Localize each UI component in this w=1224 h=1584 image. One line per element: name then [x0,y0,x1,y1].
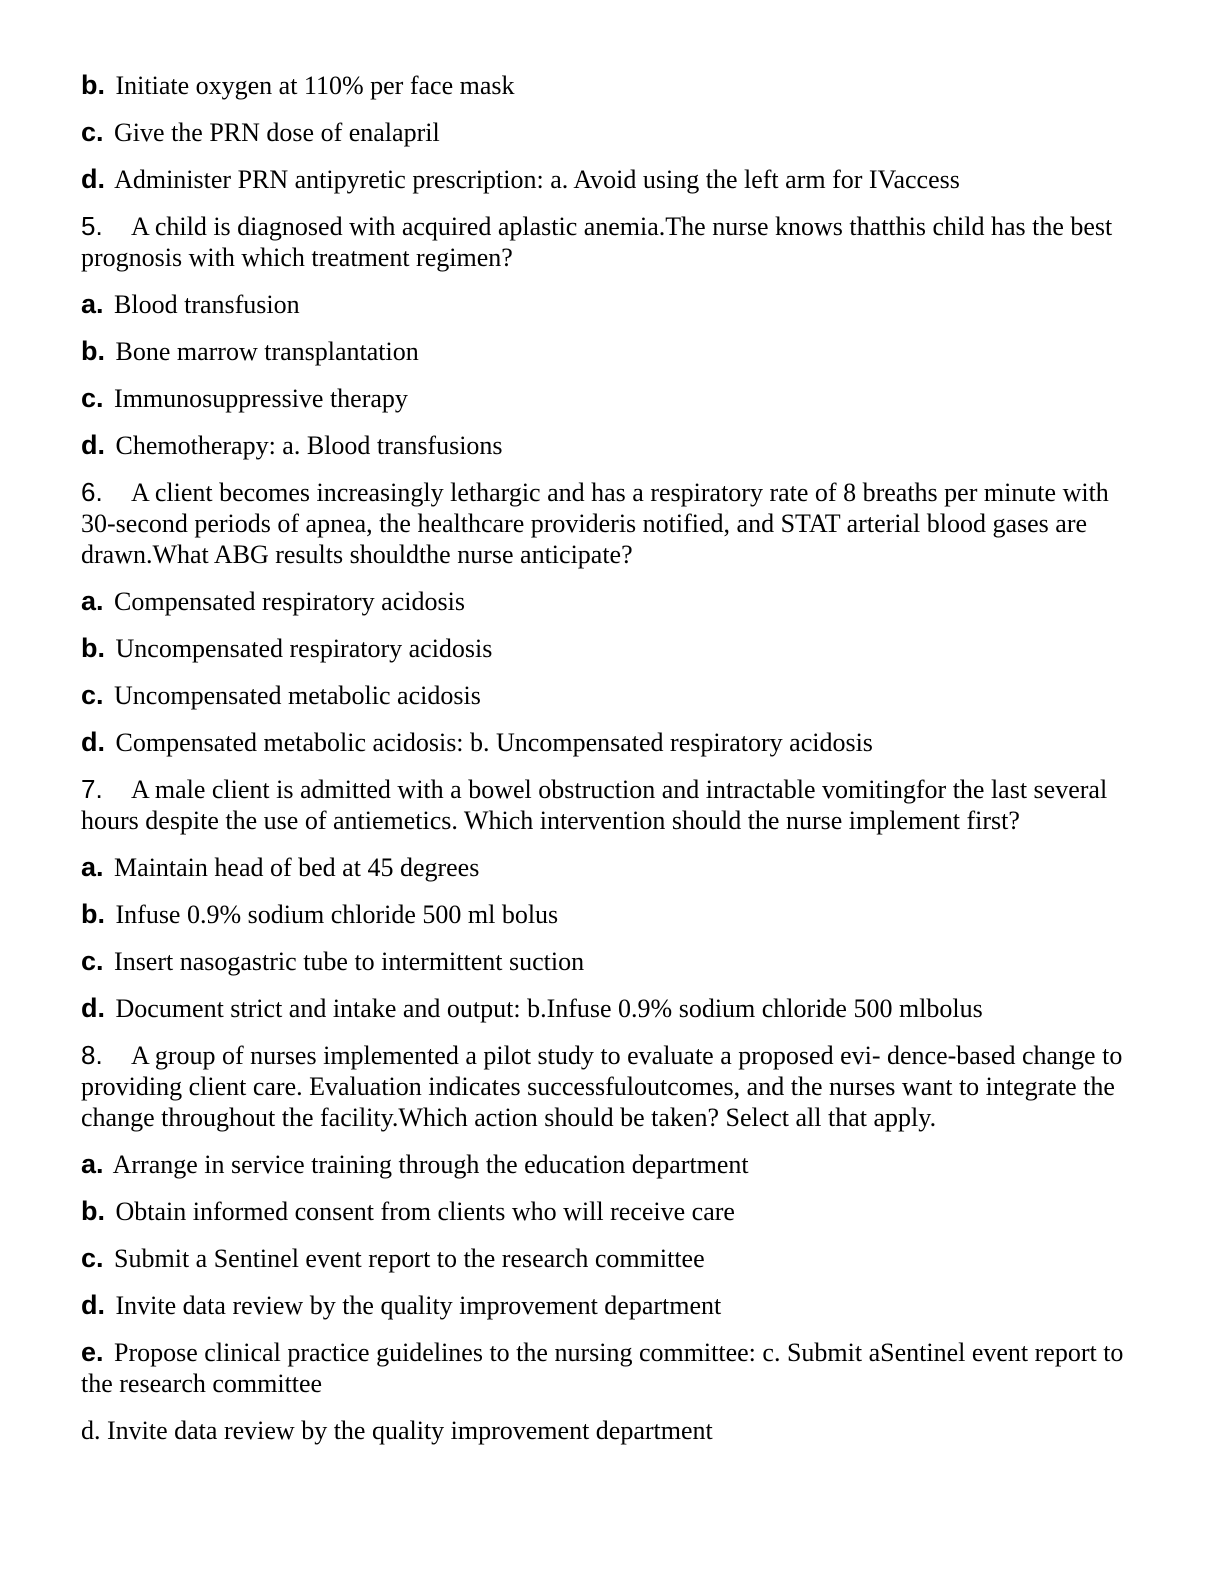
question-text: A child is diagnosed with acquired aplastic anemia.The nurse knows thatthis child has the best prognosis with which treatment regimen? [81,212,1113,272]
option-letter: d. [81,993,105,1023]
option-letter: e. [81,1337,104,1367]
option-text: Insert nasogastric tube to intermittent suction [114,947,585,976]
answer-option [81,1196,1141,1227]
answer-option [81,1243,1141,1274]
option-letter: c. [81,383,104,413]
question-text: A male client is admitted with a bowel obstruction and intractable vomitingfor the last several hours despite the use of antiemetics. Which intervention should the nurse implement first? [81,775,1108,835]
option-text: Document strict and intake and output: b.Infuse 0.9% sodium chloride 500 mlbolus [115,994,983,1023]
option-text: Obtain informed consent from clients who will receive care [115,1197,735,1226]
answer-option [81,993,1141,1024]
option-letter: a. [81,289,104,319]
answer-option [81,852,1141,883]
answer-line: d. Invite data review by the quality improvement department [81,1416,713,1445]
answer-option [81,430,1141,461]
question-text: A client becomes increasingly lethargic and has a respiratory rate of 8 breaths per minute with 30-second periods of apnea, the healthcare provideris notified, and STAT arterial blood gases are drawn.What ABG results shouldthe nurse anticipate? [81,478,1109,569]
option-letter: d. [81,727,105,757]
option-text: Infuse 0.9% sodium chloride 500 ml bolus [115,900,559,929]
answer-option [81,946,1141,977]
option-text: Administer PRN antipyretic prescription: a. Avoid using the left arm for IVaccess [114,165,960,194]
option-text: Chemotherapy: a. Blood transfusions [115,431,503,460]
option-letter: a. [81,1149,104,1179]
question [81,774,1141,836]
option-letter: b. [81,1196,105,1226]
option-text: Immunosuppressive therapy [114,384,408,413]
option-text: Uncompensated metabolic acidosis [114,681,481,710]
question [81,477,1141,570]
option-letter: d. [81,164,105,194]
answer-option [81,164,1141,195]
answer-option [81,1149,1141,1180]
option-letter: c. [81,680,104,710]
option-letter: b. [81,899,105,929]
option-text: Compensated metabolic acidosis: b. Uncompensated respiratory acidosis [115,728,873,757]
answer-option [81,336,1141,367]
answer-option [81,1337,1141,1399]
option-text: Give the PRN dose of enalapril [114,118,440,147]
option-letter: d. [81,1290,105,1320]
option-letter: b. [81,336,105,366]
option-text: Submit a Sentinel event report to the research committee [114,1244,705,1273]
question-number: 6. [81,477,103,507]
option-text: Blood transfusion [114,290,300,319]
question [81,211,1141,273]
option-text: Maintain head of bed at 45 degrees [114,853,480,882]
option-letter: c. [81,946,104,976]
question-number: 8. [81,1040,103,1070]
option-letter: b. [81,70,105,100]
option-text: Initiate oxygen at 110% per face mask [115,71,515,100]
option-text: Compensated respiratory acidosis [114,587,465,616]
option-text: Bone marrow transplantation [115,337,419,366]
option-letter: a. [81,586,104,616]
option-letter: d. [81,430,105,460]
answer-option [81,586,1141,617]
option-text: Propose clinical practice guidelines to the nursing committee: c. Submit aSentinel event report to the research committee [81,1338,1124,1398]
option-letter: c. [81,1243,104,1273]
option-letter: a. [81,852,104,882]
answer-option [81,727,1141,758]
option-text: Arrange in service training through the education department [112,1150,749,1179]
answer-option [81,289,1141,320]
option-letter: c. [81,117,104,147]
answer-option [81,680,1141,711]
question [81,1040,1141,1133]
answer-option [81,117,1141,148]
option-letter: b. [81,633,105,663]
option-text: Uncompensated respiratory acidosis [115,634,493,663]
document-page [81,70,1141,1462]
answer-option [81,899,1141,930]
option-text: Invite data review by the quality improvement department [115,1291,722,1320]
question-number: 5. [81,211,103,241]
answer-option [81,633,1141,664]
answer-option [81,383,1141,414]
answer-option [81,70,1141,101]
answer-option [81,1290,1141,1321]
question-text: A group of nurses implemented a pilot study to evaluate a proposed evi- dence-based change to providing client care. Evaluation indicates successfuloutcomes, and the nurses want to integrate the change throughout the facility.Which action should be taken? Select all that apply. [81,1041,1123,1132]
question-number: 7. [81,774,103,804]
